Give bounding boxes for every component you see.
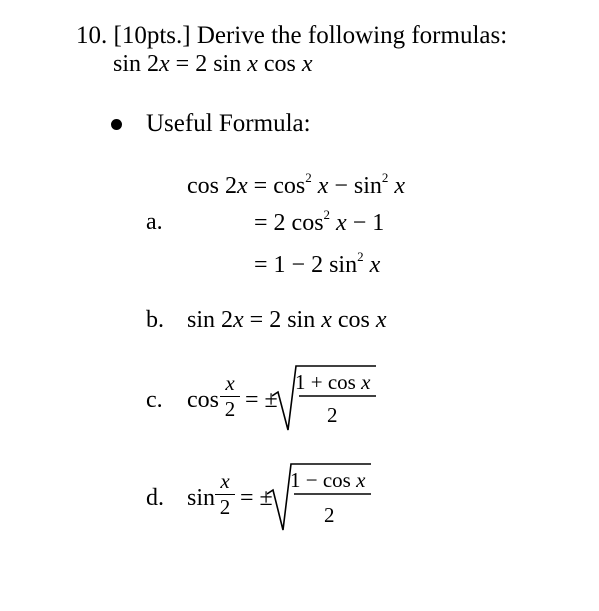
formula-c-radicand-numerator: 1 + cos x bbox=[295, 370, 371, 394]
formula-a-line3: = 1 − 2 $\sin^2 x$ bbox=[254, 249, 381, 278]
formula-a-label: a. bbox=[146, 209, 163, 235]
formula-d-denominator: 2 bbox=[219, 495, 231, 519]
formula-d-fraction bbox=[215, 470, 235, 518]
useful-formula-heading: Useful Formula: bbox=[146, 110, 311, 137]
target-formula-text: sin 2x = 2 sin x cos x bbox=[113, 51, 313, 77]
formula-d-radicand-denominator: 2 bbox=[324, 503, 335, 527]
formula-c-label: c. bbox=[146, 387, 163, 413]
formula-d-label: d. bbox=[146, 485, 164, 511]
formula-a-line1: $\cos 2x = \cos^2 x - \sin^2 x$ bbox=[187, 170, 406, 199]
formula-c-func: cos bbox=[187, 387, 219, 413]
formula-d-sign: = ± bbox=[240, 485, 273, 511]
formula-c-numerator: x bbox=[225, 371, 235, 395]
formula-d-func: sin bbox=[187, 485, 216, 511]
formula-c-sign: = ± bbox=[245, 387, 278, 413]
formula-b-label: b. bbox=[146, 307, 164, 333]
formula-b: sin 2x = 2 sin x cos x bbox=[187, 307, 387, 333]
bullet-icon bbox=[111, 119, 122, 130]
problem-title: 10. [10pts.] Derive the following formulas: bbox=[76, 22, 508, 49]
formula-d-numerator: x bbox=[220, 469, 230, 493]
target-formula bbox=[113, 51, 313, 78]
formula-d-radicand-numerator: 1 − cos x bbox=[290, 468, 366, 492]
formula-c-fraction bbox=[220, 372, 240, 420]
formula-c-denominator: 2 bbox=[224, 397, 236, 421]
formula-a-line2: = 2 $\cos^2 x - 1$ bbox=[254, 207, 385, 236]
formula-c-radicand-denominator: 2 bbox=[327, 403, 338, 427]
